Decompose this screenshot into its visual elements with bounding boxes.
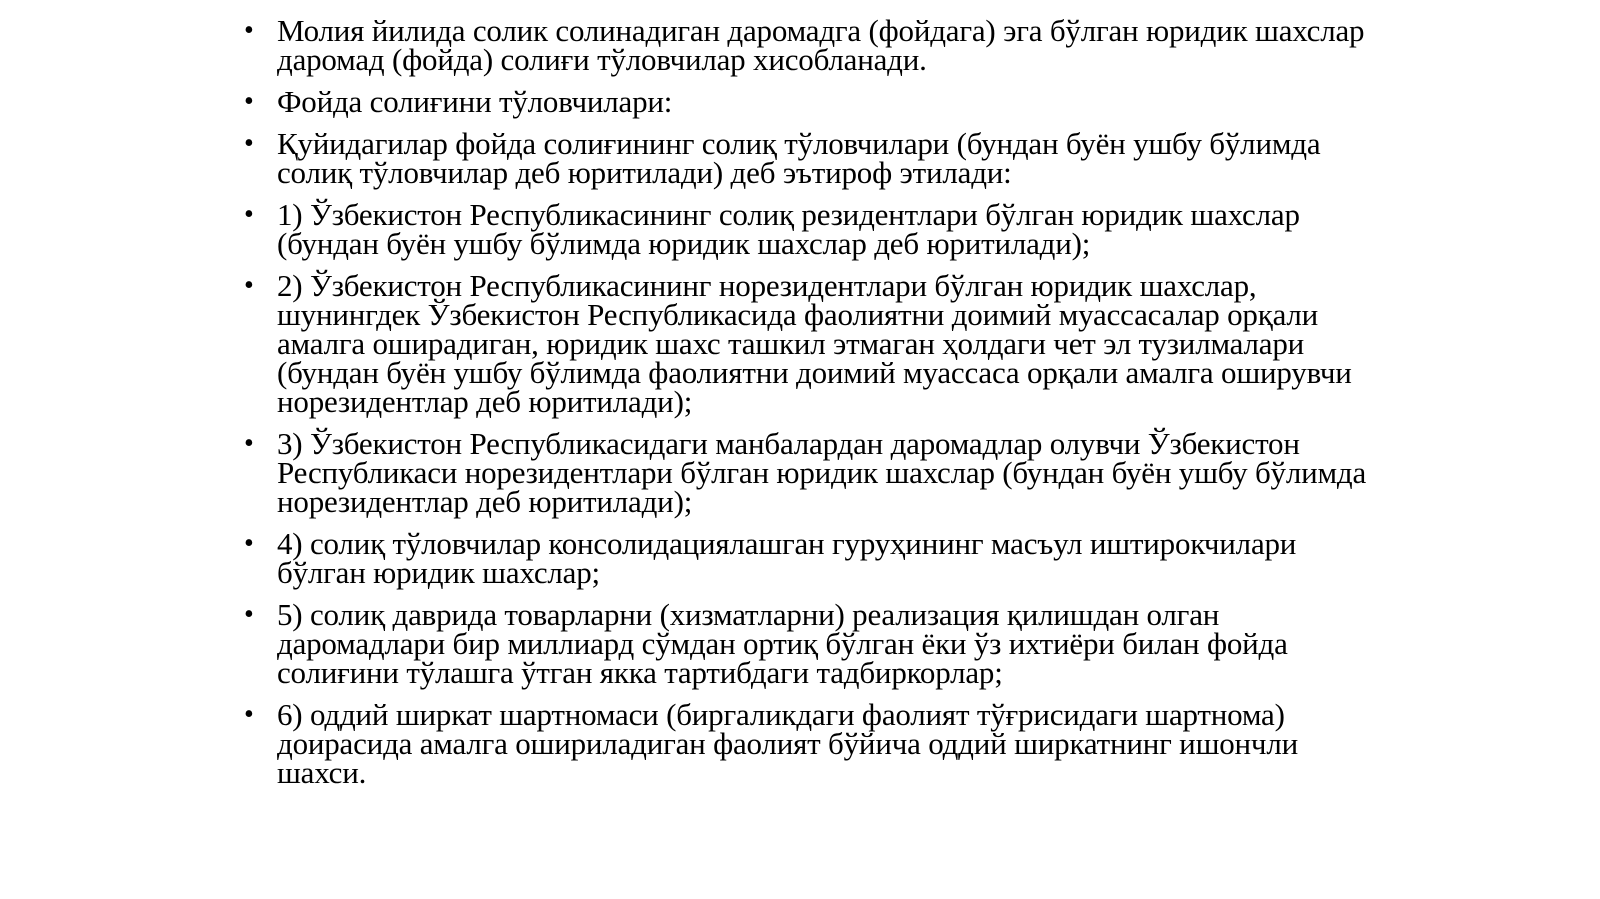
list-item-text: 4) солиқ тўловчилар консолидациялашган гуруҳининг масъул иштирокчилари бўлган юридик шахслар; xyxy=(277,526,1297,590)
list-item xyxy=(244,197,1374,261)
list-item-text: Фойда солиғини тўловчилари: xyxy=(277,84,673,119)
bullet-icon: • xyxy=(244,599,254,630)
list-item xyxy=(244,84,1374,119)
bullet-icon: • xyxy=(244,128,254,159)
bullet-icon: • xyxy=(244,428,254,459)
list-item-text: Молия йилида солик солинадиган даромадга (фойдага) эга бўлган юридик шахслар даромад (фойда) солиғи тўловчилар хисобланади. xyxy=(277,13,1365,77)
list-item xyxy=(244,268,1374,419)
bullet-icon: • xyxy=(244,15,254,46)
list-item-text: 6) оддий ширкат шартномаси (биргаликдаги фаолият тўғрисидаги шартнома) доирасида амалга ошириладиган фаолият бўйича оддий ширкатнинг ишончли шахси. xyxy=(277,697,1298,790)
bullet-icon: • xyxy=(244,699,254,730)
list-item xyxy=(244,426,1374,519)
bullet-icon: • xyxy=(244,199,254,230)
list-item xyxy=(244,526,1374,590)
list-item-text: 3) Ўзбекистон Республикасидаги манбалардан даромадлар олувчи Ўзбекистон Республикаси норезидентлари бўлган юридик шахслар (бундан буён ушбу бўлимда норезидентлар деб юритилади); xyxy=(277,426,1367,519)
list-item-text: 5) солиқ даврида товарларни (хизматларни) реализация қилишдан олган даромадлари бир миллиард сўмдан ортиқ бўлган ёки ўз ихтиёри билан фойда солиғини тўлашга ўтган якка тартибдаги тадбиркорлар; xyxy=(277,597,1288,690)
list-item xyxy=(244,597,1374,690)
bullet-icon: • xyxy=(244,528,254,559)
list-item-text: 1) Ўзбекистон Республикасининг солиқ резидентлари бўлган юридик шахслар (бундан буён ушбу бўлимда юридик шахслар деб юритилади); xyxy=(277,197,1300,261)
list-item xyxy=(244,697,1374,790)
list-item-text: 2) Ўзбекистон Республикасининг норезидентлари бўлган юридик шахслар, шунингдек Ўзбекистон Республикасида фаолиятни доимий муассасалар орқали амалга оширадиган, юридик шахс ташкил этмаган ҳолдаги чет эл тузилмалари (бундан буён ушбу бўлимда фаолиятни доимий муассаса орқали амалга оширувчи норезидентлар деб юритилади); xyxy=(277,268,1352,419)
bullet-icon: • xyxy=(244,86,254,117)
list-item xyxy=(244,13,1374,77)
bullet-list xyxy=(244,13,1374,800)
bullet-icon: • xyxy=(244,270,254,301)
list-item-text: Қуйидагилар фойда солиғининг солиқ тўловчилари (бундан буён ушбу бўлимда солиқ тўловчилар деб юритилади) деб эътироф этилади: xyxy=(277,126,1321,190)
list-item xyxy=(244,126,1374,190)
